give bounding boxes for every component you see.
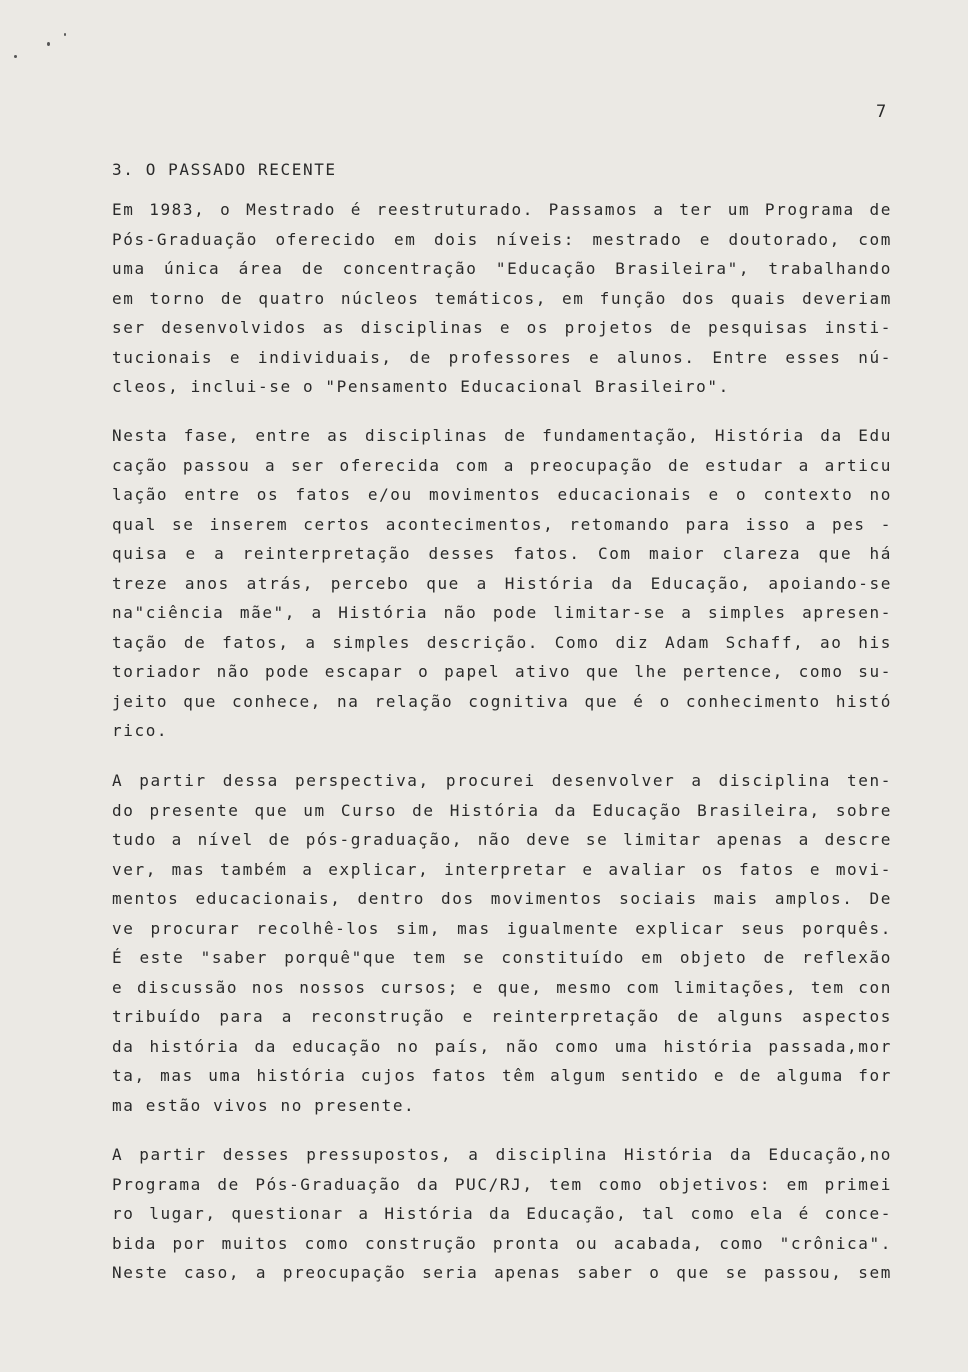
- text-line: da história da educação no país, não como uma história passada,mor: [112, 1036, 892, 1056]
- text-line: tribuído para a reconstrução e reinterpretação de alguns aspectos: [112, 1007, 892, 1026]
- text-line: ma estão vivos no presente.: [112, 1095, 416, 1115]
- paper-speck: [47, 42, 50, 46]
- text-line: ro lugar, questionar a História da Educação, tal como ela é conce-: [112, 1204, 892, 1223]
- text-line: É este "saber porquê"que tem se constituído em objeto de reflexão: [112, 948, 892, 967]
- paragraph-2: [112, 421, 892, 746]
- text-line: lação entre os fatos e/ou movimentos educacionais e o contexto no: [112, 485, 892, 504]
- text-line: bida por muitos como construção pronta ou acabada, como "crônica".: [112, 1233, 892, 1253]
- text-line: Programa de Pós-Graduação da PUC/RJ, tem como objetivos: em primei: [112, 1174, 892, 1194]
- text-line: toriador não pode escapar o papel ativo que lhe pertence, como su-: [112, 662, 892, 681]
- text-line: uma única área de concentração "Educação Brasileira", trabalhando: [112, 259, 892, 278]
- paragraph-3: [112, 766, 892, 1120]
- text-line: Em 1983, o Mestrado é reestruturado. Passamos a ter um Programa de: [112, 200, 892, 219]
- text-line: tucionais e individuais, de professores e alunos. Entre esses nú-: [112, 347, 892, 367]
- text-line: rico.: [112, 721, 169, 740]
- text-line: quisa e a reinterpretação desses fatos. Com maior clareza que há: [112, 544, 892, 563]
- page-number: 7: [876, 102, 888, 122]
- text-line: tudo a nível de pós-graduação, não deve se limitar apenas a descre: [112, 830, 892, 849]
- text-line: ve procurar recolhê-los sim, mas igualmente explicar seus porquês.: [112, 918, 892, 938]
- text-line: A partir dessa perspectiva, procurei desenvolver a disciplina ten-: [112, 771, 892, 790]
- paper-speck: [14, 55, 17, 58]
- text-line: e discussão nos nossos cursos; e que, mesmo com limitações, tem con: [112, 977, 892, 997]
- text-line: cação passou a ser oferecida com a preocupação de estudar a articu: [112, 455, 892, 475]
- paper-speck: [64, 33, 66, 36]
- paragraph-1: [112, 195, 892, 402]
- text-line: cleos, inclui-se o "Pensamento Educacional Brasileiro".: [112, 377, 730, 396]
- paragraph-4: [112, 1140, 892, 1288]
- text-line: A partir desses pressupostos, a disciplina História da Educação,no: [112, 1145, 892, 1164]
- section-heading: 3. O PASSADO RECENTE: [112, 160, 337, 179]
- text-line: Neste caso, a preocupação seria apenas saber o que se passou, sem: [112, 1263, 892, 1282]
- text-line: ser desenvolvidos as disciplinas e os projetos de pesquisas insti-: [112, 318, 892, 337]
- text-line: ta, mas uma história cujos fatos têm algum sentido e de alguma for: [112, 1066, 892, 1085]
- text-line: em torno de quatro núcleos temáticos, em função dos quais deveriam: [112, 288, 892, 308]
- text-line: Nesta fase, entre as disciplinas de fundamentação, História da Edu: [112, 426, 892, 445]
- text-line: mentos educacionais, dentro dos movimentos sociais mais amplos. De: [112, 889, 892, 908]
- text-line: treze anos atrás, percebo que a História da Educação, apoiando-se: [112, 573, 892, 593]
- text-line: Pós-Graduação oferecido em dois níveis: mestrado e doutorado, com: [112, 229, 892, 249]
- text-line: jeito que conhece, na relação cognitiva que é o conhecimento histó: [112, 691, 892, 711]
- text-line: tação de fatos, a simples descrição. Como diz Adam Schaff, ao his: [112, 632, 892, 652]
- text-line: na"ciência mãe", a História não pode limitar-se a simples apresen-: [112, 603, 892, 622]
- text-line: do presente que um Curso de História da Educação Brasileira, sobre: [112, 800, 892, 820]
- text-line: ver, mas também a explicar, interpretar e avaliar os fatos e movi-: [112, 859, 892, 879]
- text-line: qual se inserem certos acontecimentos, retomando para isso a pes -: [112, 514, 892, 534]
